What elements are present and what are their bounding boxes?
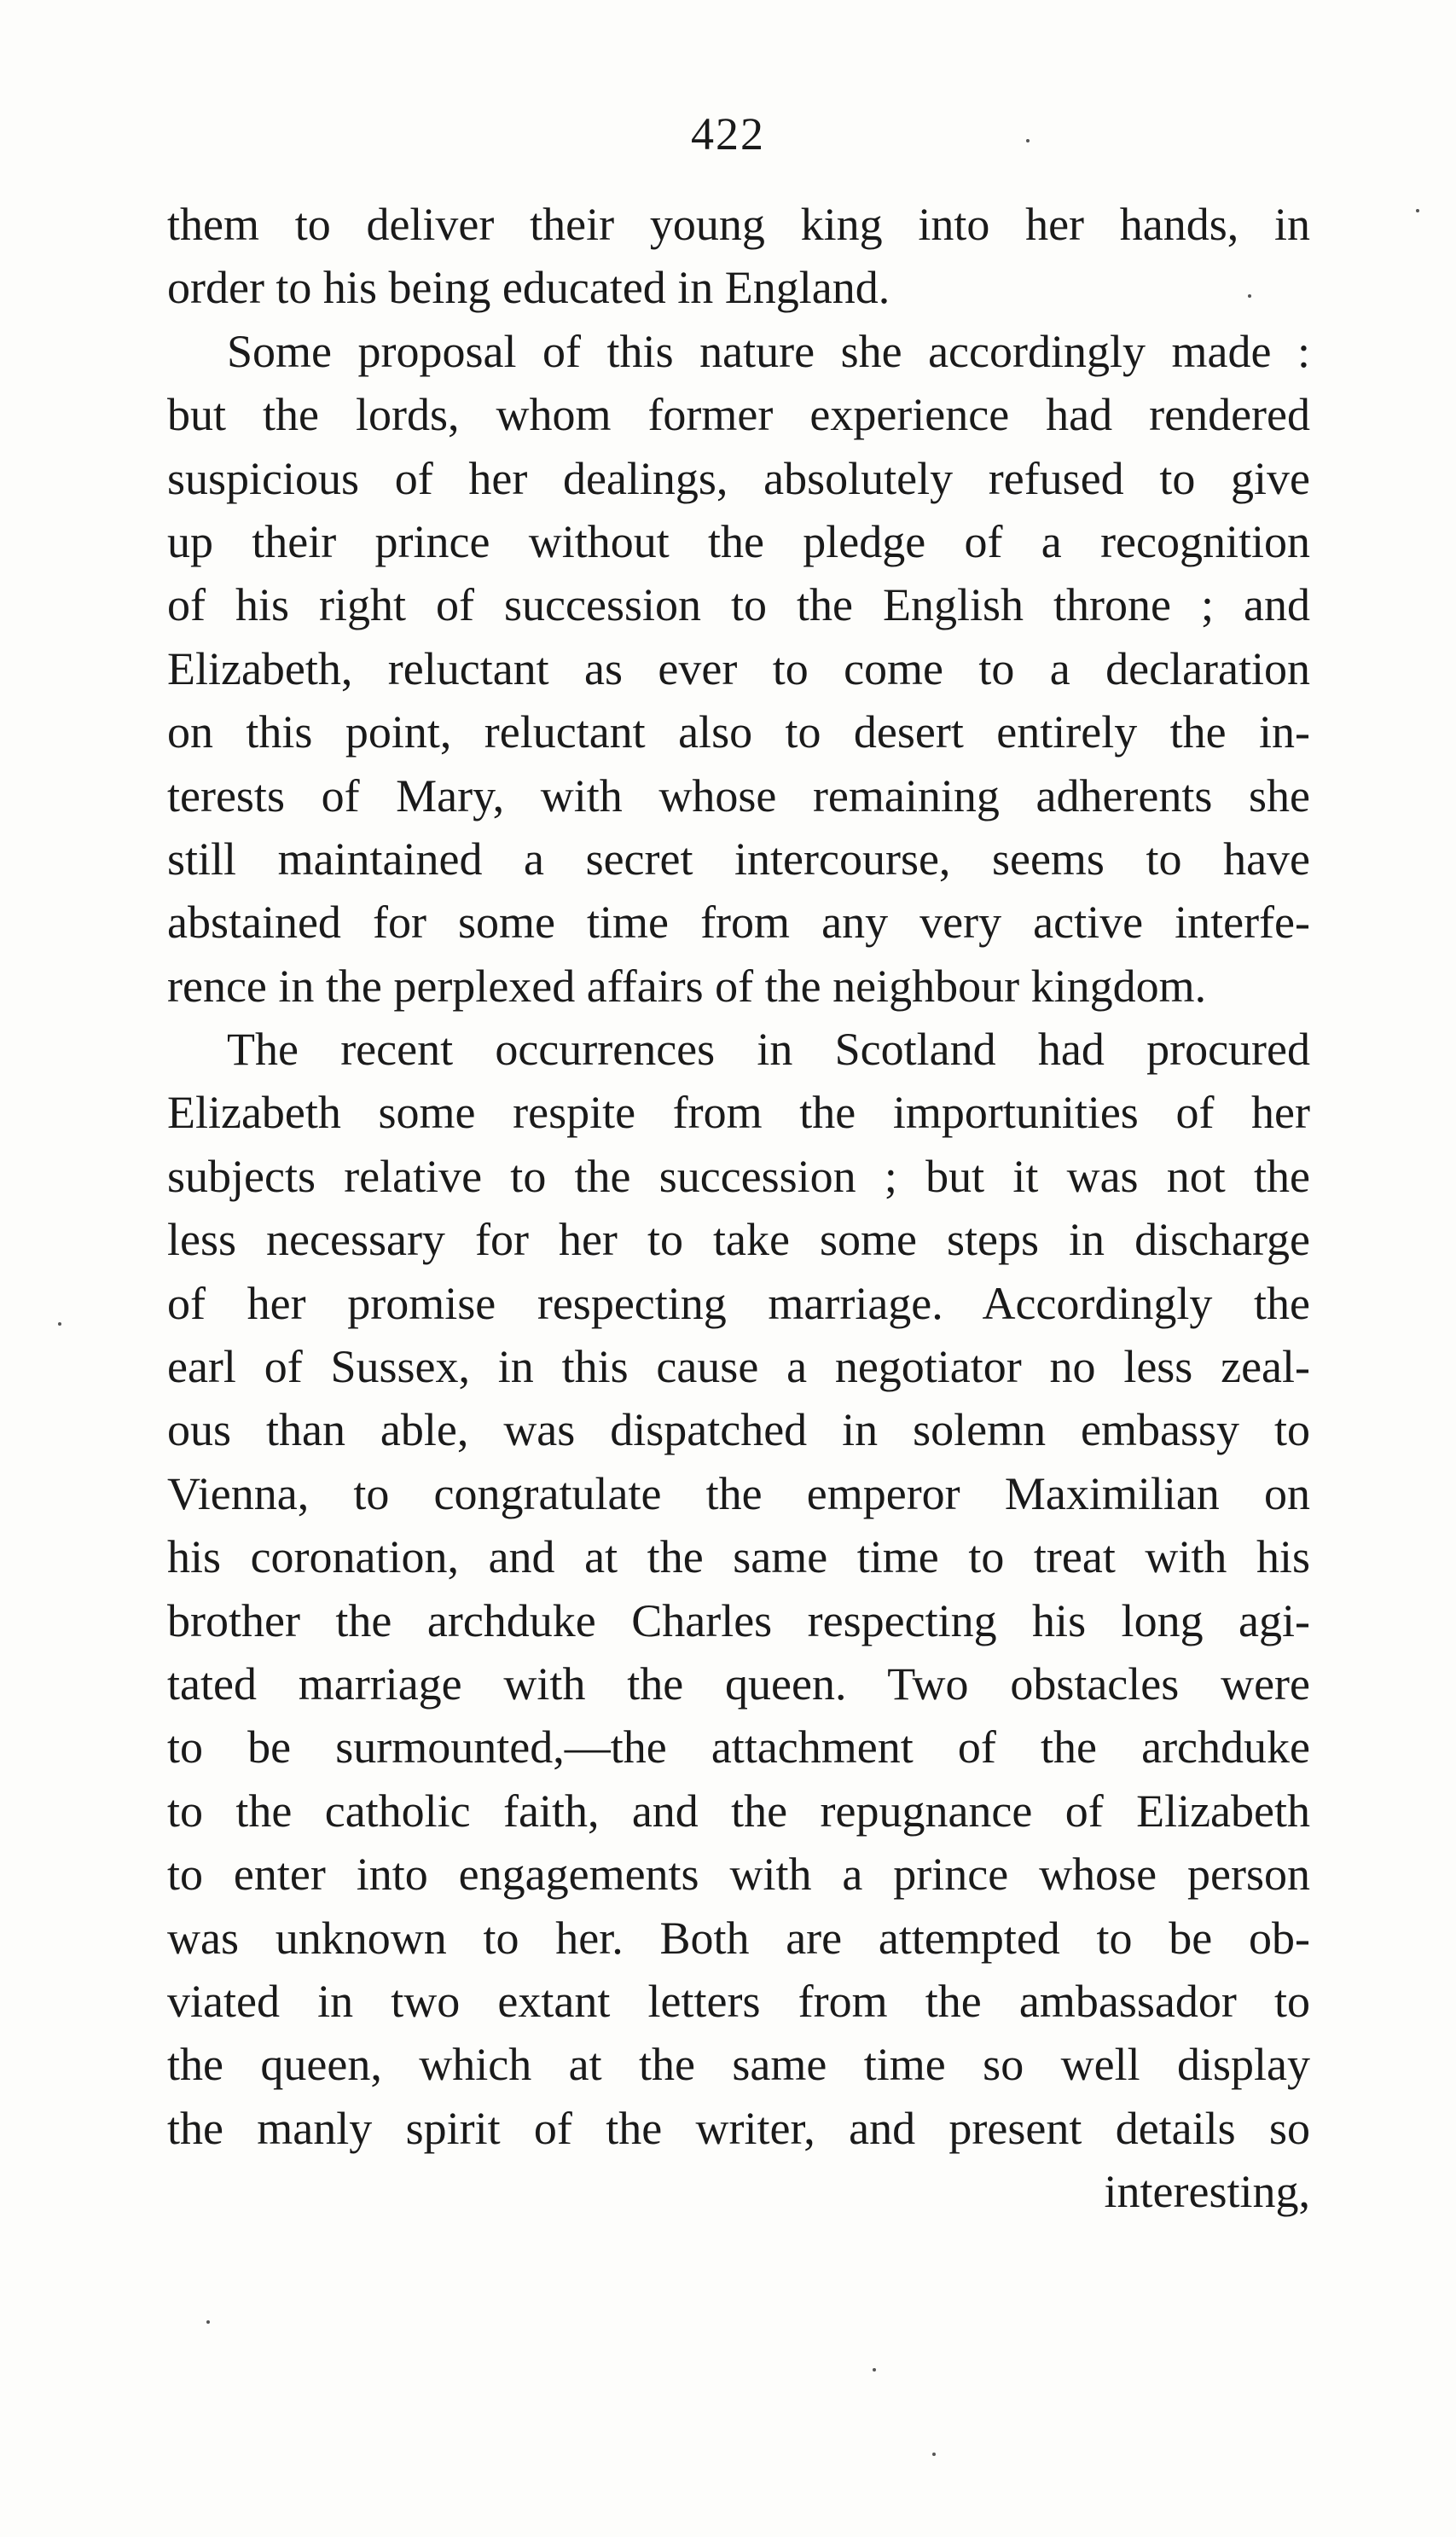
text-line: subjects relative to the succession ; but it was not the — [167, 1150, 1310, 1202]
scan-speck — [932, 2453, 936, 2456]
text-line: brother the archduke Charles respecting his long agi- — [167, 1594, 1310, 1646]
text-line: to the catholic faith, and the repugnance of Elizabeth — [167, 1785, 1310, 1837]
text-line: his coronation, and at the same time to treat with his — [167, 1531, 1310, 1583]
text-line: earl of Sussex, in this cause a negotiator no less zeal- — [167, 1341, 1310, 1393]
scan-speck — [873, 2368, 876, 2372]
text-line: terests of Mary, with whose remaining adherents she — [167, 769, 1310, 821]
text-line: rence in the perplexed affairs of the neighbour kingdom. — [167, 960, 1207, 1012]
text-line: viated in two extant letters from the ambassador to — [167, 1975, 1310, 2027]
text-line: them to deliver their young king into her hands, in — [167, 199, 1310, 250]
text-line: Vienna, to congratulate the emperor Maximilian on — [167, 1467, 1310, 1519]
text-line: suspicious of her dealings, absolutely refused to give — [167, 452, 1310, 504]
text-line: abstained for some time from any very active interfe- — [167, 897, 1310, 949]
paragraph-start-line: The recent occurrences in Scotland had procured — [227, 1024, 1310, 1076]
body-text — [167, 193, 1310, 2224]
text-line: ous than able, was dispatched in solemn embassy to — [167, 1404, 1310, 1456]
scan-speck — [58, 1322, 61, 1326]
text-line: to be surmounted,—the attachment of the archduke — [167, 1721, 1310, 1774]
scan-speck — [1416, 209, 1419, 212]
text-line: the manly spirit of the writer, and present details so — [167, 2102, 1310, 2154]
scan-speck — [1026, 139, 1030, 142]
text-line: less necessary for her to take some steps in discharge — [167, 1214, 1310, 1266]
text-line: Elizabeth, reluctant as ever to come to a declaration — [167, 642, 1310, 694]
page-number: 422 — [691, 108, 765, 160]
text-line: tated marriage with the queen. Two obstacles were — [167, 1657, 1310, 1710]
text-line: on this point, reluctant also to desert entirely the in- — [167, 706, 1310, 758]
catchword: interesting, — [1104, 2166, 1310, 2218]
text-line: Elizabeth some respite from the importunities of her — [167, 1087, 1310, 1139]
text-line: up their prince without the pledge of a recognition — [167, 515, 1310, 567]
scan-speck — [1248, 294, 1251, 298]
scan-speck — [206, 2320, 210, 2324]
text-line: of her promise respecting marriage. Accordingly the — [167, 1277, 1310, 1329]
text-line: but the lords, whom former experience had rendered — [167, 389, 1310, 441]
text-line: to enter into engagements with a prince whose person — [167, 1849, 1310, 1901]
text-line: still maintained a secret intercourse, seems to have — [167, 833, 1310, 885]
text-line: the queen, which at the same time so well display — [167, 2039, 1310, 2091]
text-line: of his right of succession to the English throne ; and — [167, 579, 1310, 631]
text-line: order to his being educated in England. — [167, 262, 890, 314]
text-line: was unknown to her. Both are attempted to be ob- — [167, 1912, 1310, 1964]
paragraph-start-line: Some proposal of this nature she accordingly made : — [227, 325, 1310, 377]
